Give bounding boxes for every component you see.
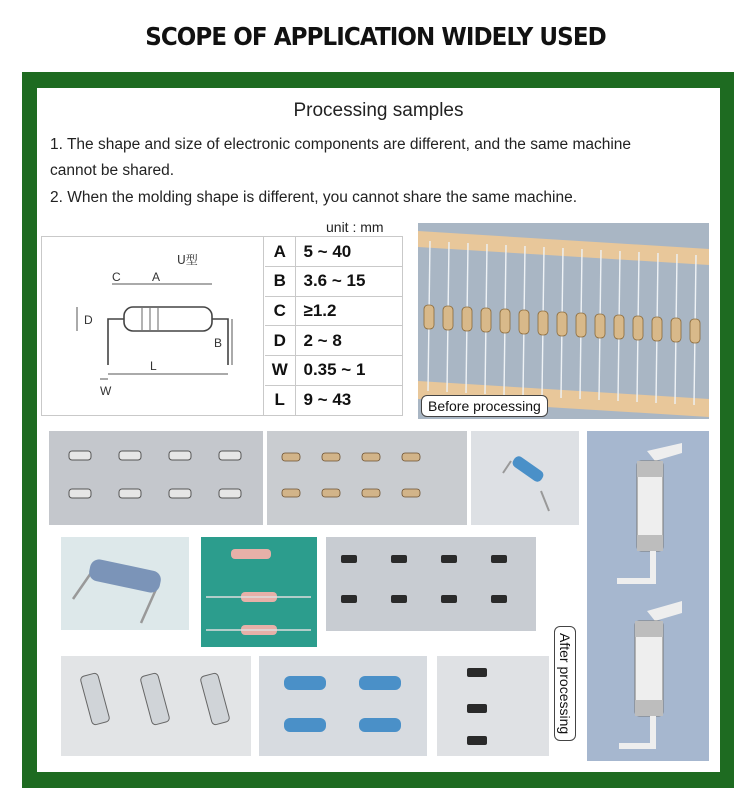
spec-value: ≥1.2 [295, 296, 403, 326]
dim-l-label: L [150, 359, 157, 373]
bent-diodes-image [326, 537, 536, 631]
after-photo-ceramic-fuses [587, 431, 709, 761]
spec-key: A [265, 237, 295, 267]
spec-value: 5 ~ 40 [295, 237, 403, 267]
dim-w-label: W [100, 384, 112, 398]
after-photo-diodes-grid [326, 537, 536, 631]
spec-key: L [265, 385, 295, 415]
spec-row [265, 385, 403, 415]
content-panel [37, 88, 720, 772]
note-line-2: cannot be shared. [50, 162, 175, 179]
page-banner-title: SCOPE OF APPLICATION WIDELY USED [145, 22, 606, 51]
left-lead [108, 319, 124, 365]
after-photo-blue-resistor [471, 431, 579, 525]
dim-a-label: A [152, 270, 161, 284]
dim-c-label: C [112, 270, 121, 284]
bent-fuses-image [49, 431, 263, 525]
spec-table [265, 237, 403, 415]
dim-d-label: D [84, 313, 93, 327]
u-shape-drawing [42, 237, 264, 415]
after-photo-pink-components [201, 537, 317, 647]
spec-row [265, 356, 403, 386]
spec-value: 9 ~ 43 [303, 390, 352, 410]
spec-row [265, 326, 403, 356]
blue-resistor-image [471, 431, 579, 525]
spec-key: W [265, 356, 295, 386]
black-diodes-image [437, 656, 549, 756]
body-outline [124, 307, 212, 331]
spec-key: D [265, 326, 295, 356]
ceramic-fuses-image [587, 431, 709, 761]
after-photo-blue-resistors [259, 656, 427, 756]
glass-fuses-image [61, 656, 251, 756]
panel-heading: Processing samples [293, 100, 464, 121]
after-photo-black-diodes [437, 656, 549, 756]
spec-key: C [265, 296, 295, 326]
pink-components-image [201, 537, 317, 647]
diagram-title: U型 [177, 253, 198, 267]
before-processing-caption: Before processing [421, 395, 548, 417]
spec-value: 0.35 ~ 1 [295, 356, 403, 386]
note-line-1: 1. The shape and size of electronic components are different, and the same machine [50, 136, 632, 153]
taped-resistors-image [418, 223, 709, 419]
large-resistor-image [61, 537, 189, 630]
before-processing-photo [418, 223, 709, 419]
spec-row [265, 296, 403, 326]
after-processing-caption: After processing [554, 626, 576, 741]
after-photo-resistor-grid [267, 431, 467, 525]
spec-block [41, 236, 403, 416]
bent-resistors-image [267, 431, 467, 525]
note-line-3: 2. When the molding shape is different, you cannot share the same machine. [50, 189, 578, 206]
after-photo-glass-fuses [61, 656, 251, 756]
spec-row [265, 237, 403, 267]
dim-b-label: B [214, 336, 223, 350]
spec-value: 2 ~ 8 [295, 326, 403, 356]
u-shape-diagram [42, 237, 264, 415]
after-photo-large-resistor [61, 537, 189, 630]
spec-value: 3.6 ~ 15 [295, 267, 403, 297]
after-photo-fuses-grid [49, 431, 263, 525]
unit-label: unit : mm [326, 219, 384, 235]
spec-row [265, 267, 403, 297]
spec-key: B [265, 267, 295, 297]
blue-resistors-image [259, 656, 427, 756]
